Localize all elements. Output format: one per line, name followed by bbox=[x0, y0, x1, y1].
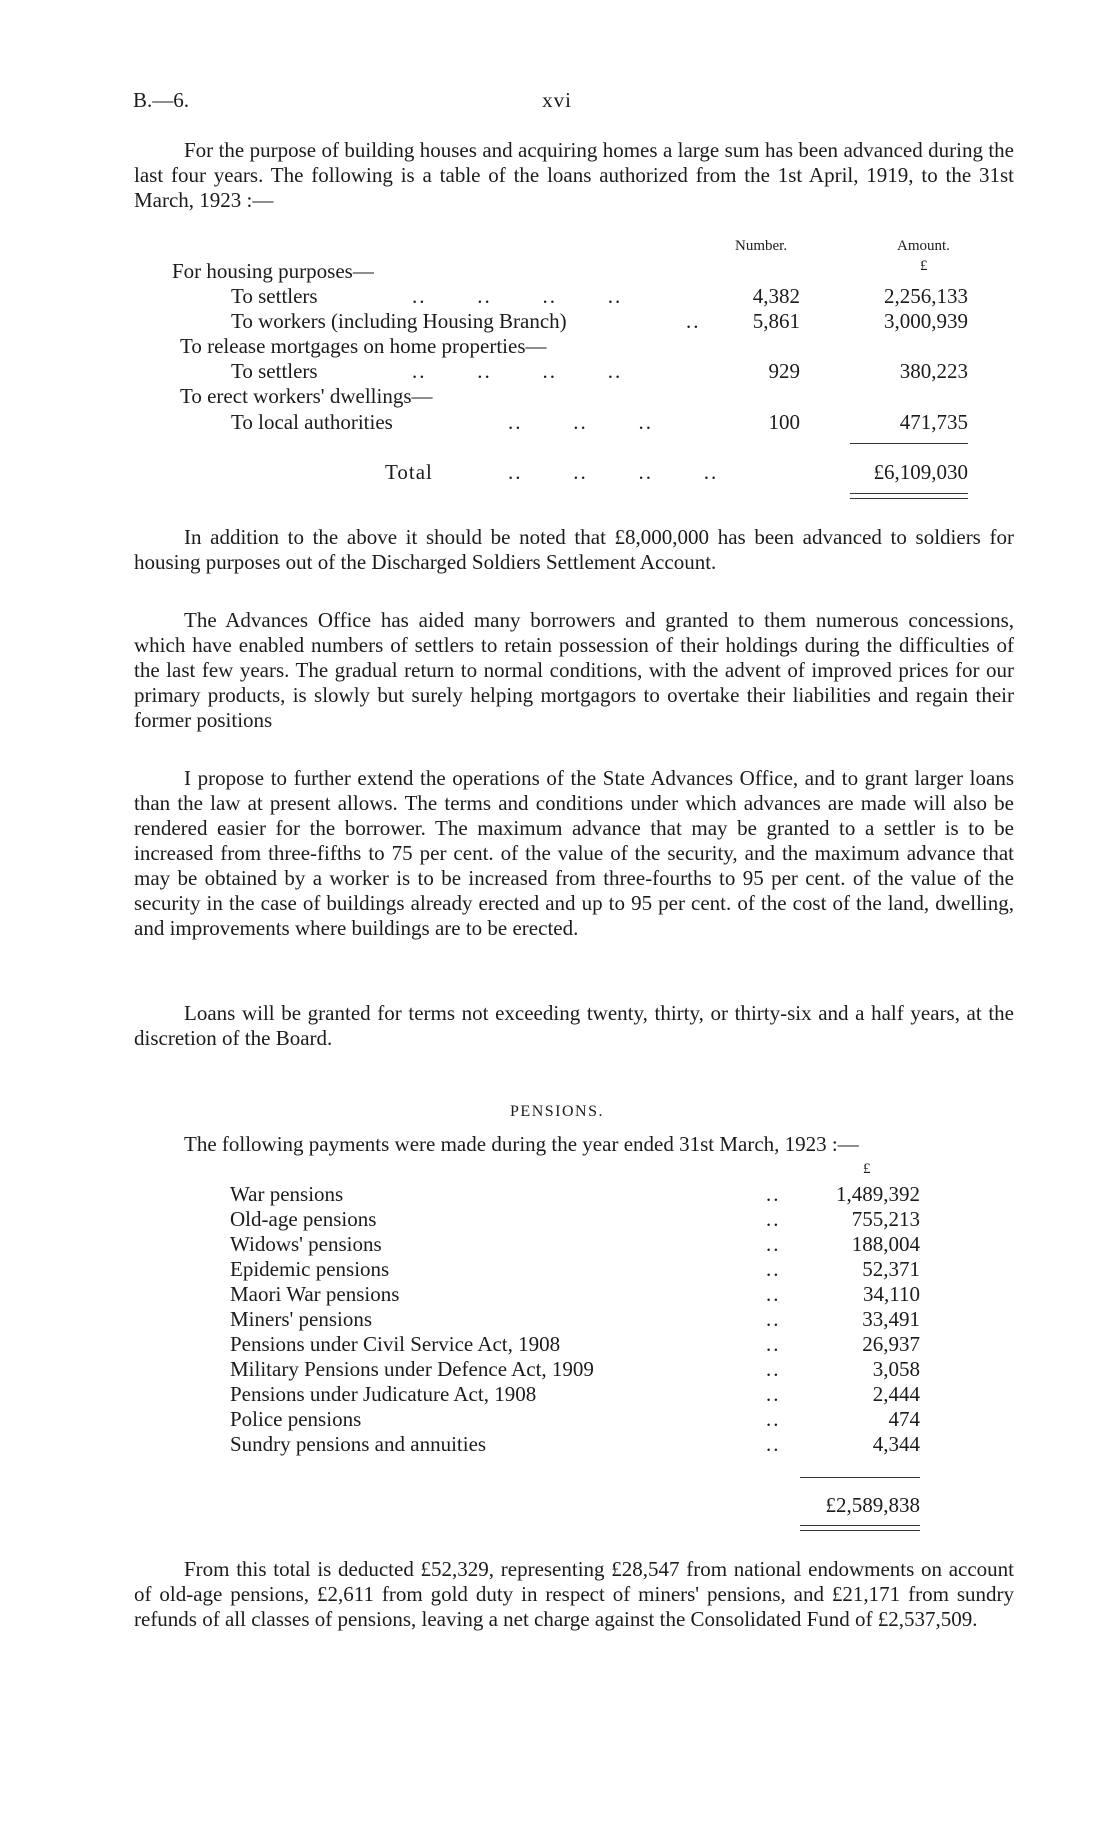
leader-dots: .. bbox=[766, 1207, 781, 1231]
column-header-amount: Amount. bbox=[897, 238, 950, 254]
pensions-intro: The following payments were made during the year ended 31st March, 1923 :— bbox=[184, 1132, 859, 1156]
table-cell-number: 4,382 bbox=[752, 284, 800, 308]
total-label: Total bbox=[385, 460, 433, 484]
table-cell-number: 5,861 bbox=[752, 309, 800, 333]
table-row-label: To workers (including Housing Branch) bbox=[231, 309, 567, 333]
table-row-label: To erect workers' dwellings— bbox=[180, 384, 433, 408]
pensions-total: £2,589,838 bbox=[825, 1493, 920, 1517]
pension-row-amount: 26,937 bbox=[862, 1332, 920, 1356]
table-row-label: To settlers bbox=[231, 284, 318, 308]
pension-row-label: Military Pensions under Defence Act, 1909 bbox=[230, 1357, 594, 1381]
paragraph-advances-office: The Advances Office has aided many borrowers and granted to them numerous concessions, which have enabled numbers of settlers to retain possession of their holdings during the difficulties of the last few years. The gradual return to normal conditions, with the advent of improved prices for our primary products, is slowly but surely helping mortgagors to overtake their liabilities and regain their former positions bbox=[134, 608, 1014, 732]
paragraph-soldiers-advance: In addition to the above it should be noted that £8,000,000 has been advanced to soldiers for housing purposes out of the Discharged Soldiers Settlement Account. bbox=[134, 525, 1014, 574]
leader-dots: .. bbox=[766, 1257, 781, 1281]
total-double-rule bbox=[800, 1525, 920, 1531]
pension-row-label: Pensions under Judicature Act, 1908 bbox=[230, 1382, 537, 1406]
subtotal-rule bbox=[800, 1477, 920, 1478]
leader-dots: .. .. .. .. bbox=[412, 284, 623, 308]
table-row-label: For housing purposes— bbox=[172, 259, 374, 283]
page-number: xvi bbox=[542, 88, 572, 112]
subtotal-rule bbox=[850, 443, 968, 444]
leader-dots: .. bbox=[686, 309, 701, 333]
leader-dots: .. bbox=[766, 1182, 781, 1206]
pension-row-amount: 474 bbox=[888, 1407, 920, 1431]
pension-row-amount: 52,371 bbox=[862, 1257, 920, 1281]
leader-dots: .. bbox=[766, 1282, 781, 1306]
pension-row-amount: 33,491 bbox=[862, 1307, 920, 1331]
pension-row-label: War pensions bbox=[230, 1182, 344, 1206]
leader-dots: .. bbox=[766, 1357, 781, 1381]
leader-dots: .. bbox=[766, 1407, 781, 1431]
pension-row-amount: 188,004 bbox=[851, 1232, 920, 1256]
leader-dots: .. bbox=[766, 1307, 781, 1331]
table-row-label: To release mortgages on home properties— bbox=[180, 334, 547, 358]
table-row-label: To settlers bbox=[231, 359, 318, 383]
total-double-rule bbox=[850, 493, 968, 499]
page-reference: B.—6. bbox=[133, 88, 190, 112]
leader-dots: .. bbox=[766, 1382, 781, 1406]
pension-row-label: Sundry pensions and annuities bbox=[230, 1432, 487, 1456]
pension-row-amount: 3,058 bbox=[872, 1357, 920, 1381]
pensions-heading: PENSIONS. bbox=[510, 1103, 604, 1120]
pension-row-amount: 34,110 bbox=[863, 1282, 920, 1306]
column-header-currency: £ bbox=[920, 258, 928, 274]
leader-dots: .. bbox=[766, 1232, 781, 1256]
leader-dots: .. .. .. bbox=[508, 410, 653, 434]
leader-dots: .. .. .. .. bbox=[508, 460, 719, 484]
pension-row-label: Miners' pensions bbox=[230, 1307, 373, 1331]
pension-row-amount: 2,444 bbox=[872, 1382, 920, 1406]
table-cell-number: 929 bbox=[768, 359, 800, 383]
pensions-closing-paragraph: From this total is deducted £52,329, representing £28,547 from national endowments on account of old-age pensions, £2,611 from gold duty in respect of miners' pensions, and £21,171 from sundry refunds of all classes of pensions, leaving a net charge against the Consolidated Fund of £2,537,509. bbox=[134, 1557, 1014, 1631]
table-row-label: To local authorities bbox=[231, 410, 393, 434]
table-cell-amount: 471,735 bbox=[899, 410, 968, 434]
pension-row-label: Maori War pensions bbox=[230, 1282, 400, 1306]
paragraph-proposal: I propose to further extend the operations of the State Advances Office, and to grant larger loans than the law at present allows. The terms and conditions under which advances are made will also be rendered easier for the borrower. The maximum advance that may be granted to a settler is to be increased from three-fifths to 75 per cent. of the value of the security, and the maximum advance that may be obtained by a worker is to be increased from three-fourths to 95 per cent. of the value of the security in the case of buildings already erected and up to 95 per cent. of the cost of the land, dwelling, and improvements where buildings are to be erected. bbox=[134, 766, 1014, 940]
leader-dots: .. bbox=[766, 1432, 781, 1456]
total-amount: £6,109,030 bbox=[873, 460, 968, 484]
pension-row-amount: 4,344 bbox=[872, 1432, 920, 1456]
table-cell-amount: 3,000,939 bbox=[884, 309, 968, 333]
leader-dots: .. .. .. .. bbox=[412, 359, 623, 383]
pension-row-label: Widows' pensions bbox=[230, 1232, 382, 1256]
column-header-currency: £ bbox=[863, 1161, 871, 1177]
pension-row-amount: 1,489,392 bbox=[836, 1182, 920, 1206]
pension-row-amount: 755,213 bbox=[851, 1207, 920, 1231]
pension-row-label: Pensions under Civil Service Act, 1908 bbox=[230, 1332, 561, 1356]
table-cell-number: 100 bbox=[768, 410, 800, 434]
column-header-number: Number. bbox=[735, 238, 788, 254]
pension-row-label: Police pensions bbox=[230, 1407, 362, 1431]
pension-row-label: Old-age pensions bbox=[230, 1207, 377, 1231]
table-cell-amount: 380,223 bbox=[899, 359, 968, 383]
leader-dots: .. bbox=[766, 1332, 781, 1356]
paragraph-loan-terms: Loans will be granted for terms not exceeding twenty, thirty, or thirty-six and a half years, at the discretion of the Board. bbox=[134, 1001, 1014, 1050]
intro-paragraph: For the purpose of building houses and acquiring homes a large sum has been advanced during the last four years. The following is a table of the loans authorized from the 1st April, 1919, to the 31st March, 1923 :— bbox=[134, 138, 1014, 212]
pension-row-label: Epidemic pensions bbox=[230, 1257, 390, 1281]
table-cell-amount: 2,256,133 bbox=[884, 284, 968, 308]
